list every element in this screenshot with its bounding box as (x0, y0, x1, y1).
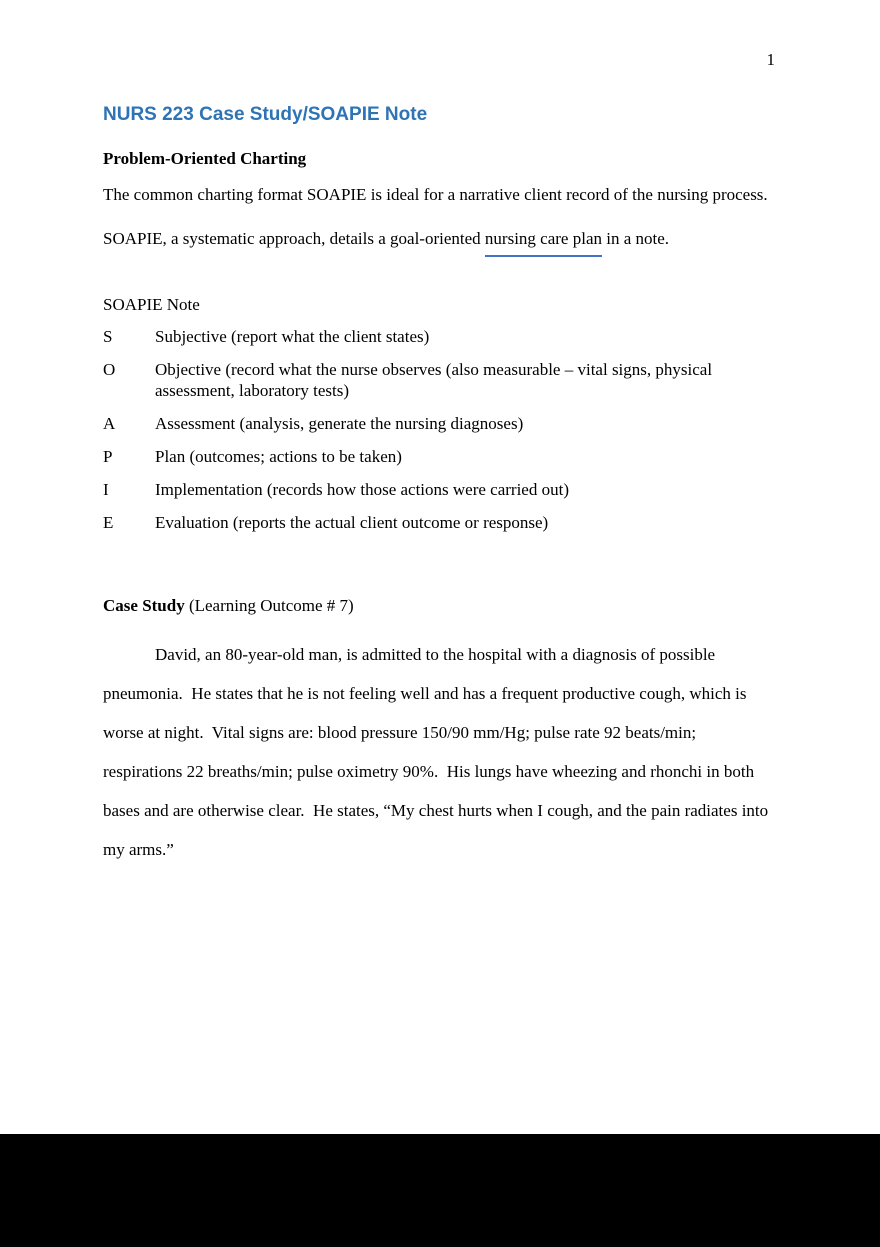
problem-oriented-charting-heading: Problem-Oriented Charting (103, 149, 307, 168)
paragraph-2-text-before: SOAPIE, a systematic approach, details a goal-oriented (103, 229, 485, 248)
soapie-letter: E (103, 513, 114, 532)
case-study-paragraph: David, an 80-year-old man, is admitted to the hospital with a diagnosis of possible pneumonia. He states that he is not feeling well and has a frequent productive cough, which is worse at night. Vital signs are: blood pressure 150/90 mm/Hg; pulse rate 92 beats/min; respirations 22 breaths/min; pulse oximetry 90%. His lungs have wheezing and rhonchi in both bases and are otherwise clear. He states, “My chest hurts when I cough, and the pain radiates into my arms.” (103, 645, 773, 859)
soapie-description: Subjective (report what the client states) (155, 327, 430, 346)
soapie-letter: O (103, 360, 116, 379)
soapie-letter: S (103, 327, 113, 346)
soapie-description: Plan (outcomes; actions to be taken) (155, 447, 402, 466)
soapie-letter: A (103, 414, 116, 433)
document-title: NURS 223 Case Study/SOAPIE Note (103, 104, 428, 125)
charting-paragraph-2 (103, 227, 775, 250)
soapie-item-objective (103, 359, 775, 401)
soapie-description: Assessment (analysis, generate the nursing diagnoses) (155, 414, 524, 433)
soapie-letter: I (103, 480, 109, 499)
soapie-description: Objective (record what the nurse observes (also measurable – vital signs, physical assessment, laboratory tests) (155, 360, 713, 400)
viewer-dark-area (0, 1134, 880, 1247)
case-study-heading-rest: (Learning Outcome # 7) (184, 596, 354, 615)
soapie-description: Evaluation (reports the actual client outcome or response) (155, 513, 549, 532)
soapie-letter: P (103, 447, 113, 466)
nursing-care-plan-link[interactable]: nursing care plan (485, 227, 602, 257)
soapie-note-heading: SOAPIE Note (103, 295, 200, 314)
charting-paragraph-1: The common charting format SOAPIE is ideal for a narrative client record of the nursing process. (103, 185, 768, 204)
soapie-item-plan (103, 446, 775, 467)
soapie-list (103, 326, 775, 533)
case-study-heading-bold: Case Study (103, 596, 185, 615)
soapie-item-implementation (103, 479, 775, 500)
case-study-heading (103, 595, 775, 617)
paragraph-2-text-after: in a note. (602, 229, 670, 248)
soapie-item-evaluation (103, 512, 775, 533)
soapie-description: Implementation (records how those actions were carried out) (155, 480, 569, 499)
soapie-item-subjective (103, 326, 775, 347)
page-number: 1 (766, 50, 775, 69)
soapie-item-assessment (103, 413, 775, 434)
